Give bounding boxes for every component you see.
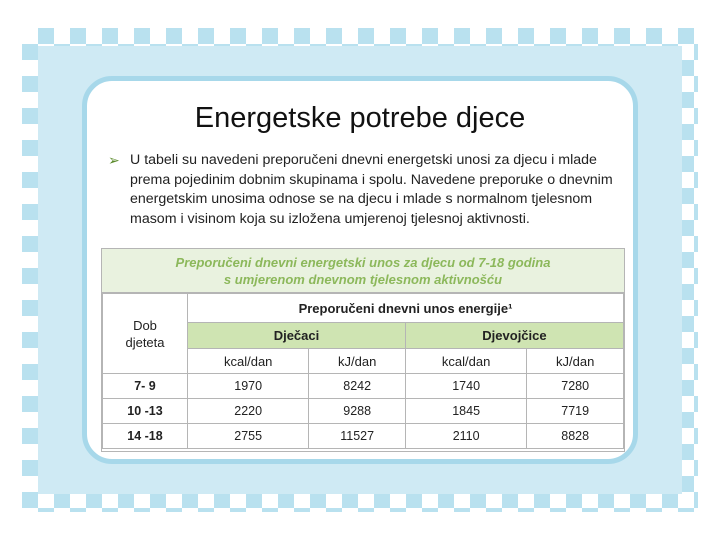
- value-cell: 1845: [405, 399, 526, 424]
- bullet-text: U tabeli su navedeni preporučeni dnevni energetski unosi za djecu i mlade prema pojedinim dobnim skupinama i spolu. Navedene preporuke o dnevnim energetskim unosima odnose se na djecu i mlade s normalnom tjelesnom masom i visinom koja su izložena umjerenoj tjelesnoj aktivnosti.: [130, 152, 613, 227]
- group-header-girls: Djevojčice: [405, 323, 623, 349]
- unit-header: kcal/dan: [405, 349, 526, 374]
- table-row: [103, 424, 624, 449]
- value-cell: 2220: [188, 399, 309, 424]
- value-cell: 2755: [188, 424, 309, 449]
- unit-header: kJ/dan: [309, 349, 406, 374]
- table-row: [103, 374, 624, 399]
- age-header-line-2: djeteta: [125, 334, 165, 350]
- value-cell: 2110: [405, 424, 526, 449]
- table-caption-line-1: Preporučeni dnevni energetski unos za djecu od 7-18 godina: [175, 255, 551, 270]
- age-cell: 10 -13: [103, 399, 188, 424]
- main-header: Preporučeni dnevni unos energije¹: [188, 294, 624, 323]
- value-cell: 1970: [188, 374, 309, 399]
- age-header: [103, 294, 188, 374]
- value-cell: 1740: [405, 374, 526, 399]
- bullet-paragraph: [108, 151, 618, 229]
- table-row: [103, 399, 624, 424]
- age-cell: 14 -18: [103, 424, 188, 449]
- value-cell: 8828: [527, 424, 624, 449]
- unit-header: kJ/dan: [527, 349, 624, 374]
- value-cell: 7280: [527, 374, 624, 399]
- energy-table: [101, 248, 625, 452]
- slide-title: Energetske potrebe djece: [194, 102, 526, 134]
- arrow-bullet-icon: ➢: [108, 152, 120, 168]
- group-header-boys: Dječaci: [188, 323, 406, 349]
- value-cell: 8242: [309, 374, 406, 399]
- energy-data-table: [102, 293, 624, 449]
- value-cell: 9288: [309, 399, 406, 424]
- unit-header: kcal/dan: [188, 349, 309, 374]
- table-caption-line-2: s umjerenom dnevnom tjelesnom aktivnošću: [223, 272, 503, 287]
- table-caption: [102, 249, 624, 293]
- age-header-line-1: Dob: [133, 317, 157, 333]
- age-cell: 7- 9: [103, 374, 188, 399]
- value-cell: 7719: [527, 399, 624, 424]
- value-cell: 11527: [309, 424, 406, 449]
